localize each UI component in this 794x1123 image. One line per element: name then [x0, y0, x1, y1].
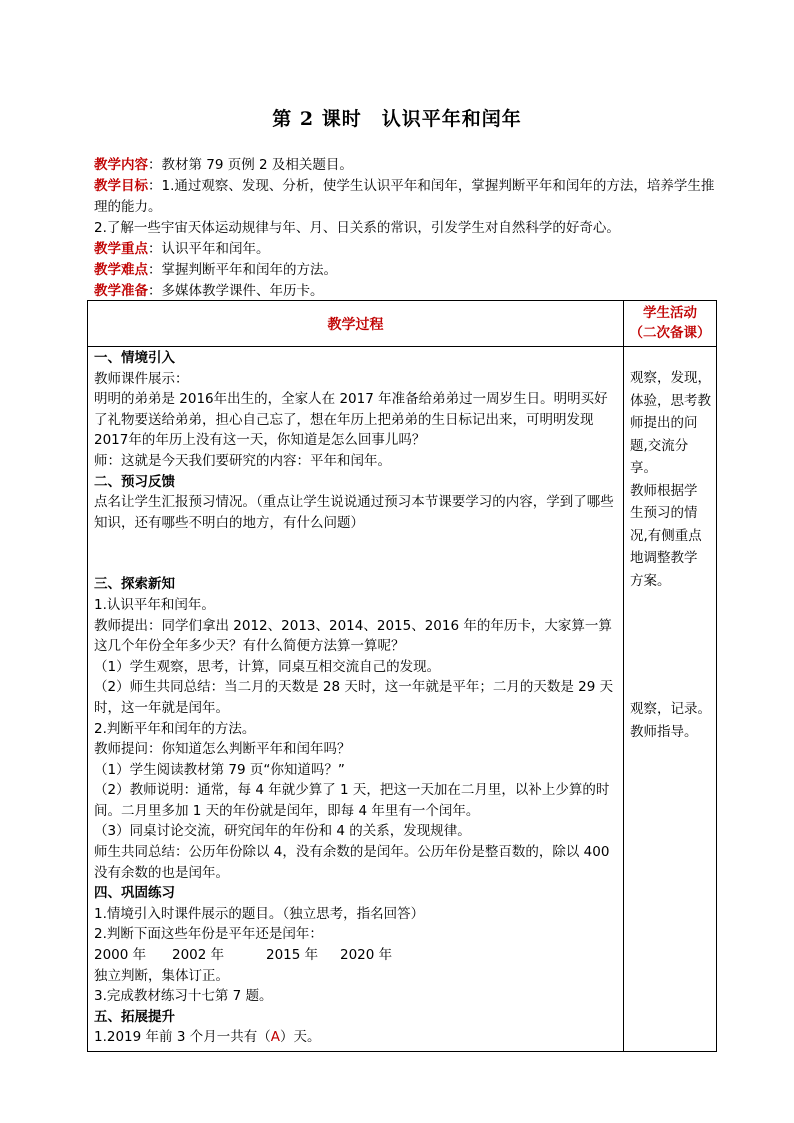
year-item: 2020 年 [340, 947, 393, 964]
meta-prep-label: 教学准备 [94, 283, 148, 299]
header-teaching-process: 教学过程 [327, 316, 384, 333]
process-line: （1）学生阅读教材第 79 页“你知道吗？” [94, 761, 345, 778]
answer-text: A [270, 1029, 280, 1046]
process-paragraph: （2）师生共同总结：当二月的天数是 28 天时，这一年就是平年；二月的天数是 29 天时，这一年就是闰年。 [94, 679, 614, 716]
process-line: 独立判断，集体订正。 [94, 967, 229, 984]
student-line: 生预习的情 [630, 505, 698, 521]
meta-goals-text: ：1.通过观察、发现、分析，使学生认识平年和闰年，掌握判断平年和闰年的方法，培养学生推理的能力。 [94, 178, 715, 215]
page-title: 第 2 课时 认识平年和闰年 [272, 108, 522, 130]
student-line: 教师指导。 [630, 723, 698, 740]
process-line: 1.认识平年和闰年。 [94, 596, 215, 613]
meta-difficulty-text: ：掌握判断平年和闰年的方法。 [148, 262, 337, 278]
question-text: 1.2019 年前 3 个月一共有（ [94, 1029, 271, 1046]
process-paragraph: 师生共同总结：公历年份除以 4，没有余数的是闰年。公历年份是整百数的，除以 400没有余数的也是闰年。 [94, 844, 610, 881]
year-item: 2002 年 [172, 947, 225, 964]
process-line: 1.情境引入时课件展示的题目。（独立思考，指名回答） [94, 905, 425, 922]
process-line: 3.完成教材练习十七第 7 题。 [94, 988, 273, 1005]
meta-prep [94, 281, 724, 302]
student-line: 教师根据学 [630, 482, 698, 499]
process-line: 师：这就是今天我们要研究的内容：平年和闰年。 [94, 452, 391, 469]
meta-prep-text: ：多媒体教学课件、年历卡。 [148, 283, 324, 299]
header-student-line1: 学生活动 [643, 305, 697, 321]
column-divider [623, 346, 624, 1051]
section-heading: 三、探索新知 [94, 576, 175, 593]
meta-goals-label: 教学目标 [94, 178, 148, 194]
meta-goals [94, 176, 724, 218]
year-item: 2015 年 [266, 947, 319, 964]
student-activity-block-2 [630, 698, 714, 743]
section-heading: 四、巩固练习 [94, 885, 175, 902]
meta-key-label: 教学重点 [94, 241, 148, 257]
teaching-process-cell [94, 348, 620, 1048]
process-line [94, 1027, 620, 1048]
student-line: 体验，思考教 [630, 392, 711, 409]
meta-key-text: ：认识平年和闰年。 [148, 241, 270, 257]
year-list [94, 945, 620, 966]
process-line: 2.判断下面这些年份是平年还是闰年： [94, 926, 323, 943]
process-paragraph: （2）教师说明：通常，每 4 年就少算了 1 天，把这一天加在二月里，以补上少算的时间。二月里多加 1 天的年份就是闰年，即每 4 年里有一个闰年。 [94, 782, 610, 819]
meta-goals-2: 2.了解一些宇宙天体运动规律与年、月、日关系的常识，引发学生对自然科学的好奇心。 [94, 220, 620, 236]
process-paragraph: 教师提出：同学们拿出 2012、2013、2014、2015、2016 年的年历卡，大家算一算这几个年份全年多少天？有什么简便方法算一算呢？ [94, 617, 612, 655]
student-line: 方案。 [630, 572, 671, 589]
meta-content-text: ：教材第 79 页例 2 及相关题目。 [148, 157, 353, 173]
meta-key [94, 239, 724, 260]
student-line: 题,交流分享。 [630, 437, 689, 476]
meta-content-label: 教学内容 [94, 157, 148, 173]
lesson-meta [94, 155, 724, 302]
meta-content [94, 155, 724, 176]
process-line: （1）学生观察，思考，计算，同桌互相交流自己的发现。 [94, 658, 441, 675]
process-paragraph: 明明的弟弟是 2016年出生的，全家人在 2017 年准备给弟弟过一周岁生日。明明买好了礼物要送给弟弟，担心自己忘了，想在年历上把弟弟的生日标记出来，可明明发现 2017年的年历上没有这一天，你知道是怎么回事儿吗？ [94, 391, 608, 449]
header-student-line2: （二次备课） [629, 325, 711, 341]
section-heading: 五、拓展提升 [94, 1008, 175, 1025]
lesson-table [87, 300, 717, 1052]
student-line: 观察，记录。 [630, 701, 711, 717]
year-item: 2000 年 [94, 947, 147, 964]
process-line: 2.判断平年和闰年的方法。 [94, 720, 256, 737]
process-line: 教师课件展示： [94, 370, 189, 387]
meta-difficulty-label: 教学难点 [94, 262, 148, 278]
header-student-activity [623, 301, 716, 346]
process-paragraph: 点名让学生汇报预习情况。（重点让学生说说通过预习本节课要学习的内容，学到了哪些知识，还有哪些不明白的地方，有什么问题） [94, 494, 614, 531]
table-header-row [88, 301, 716, 347]
process-line: 教师提问：你知道怎么判断平年和闰年吗？ [94, 741, 351, 758]
student-activity-block-1 [630, 367, 714, 592]
meta-difficulty [94, 260, 724, 281]
question-text-end: ）天。 [279, 1029, 321, 1046]
student-line: 地调整教学 [630, 550, 698, 566]
student-line: 况,有侧重点 [630, 527, 702, 544]
section-heading: 二、预习反馈 [94, 473, 175, 490]
process-line: （3）同桌讨论交流，研究闰年的年份和 4 的关系，发现规律。 [94, 823, 471, 840]
student-line: 观察，发现， [630, 370, 711, 386]
student-line: 师提出的问 [630, 415, 698, 431]
section-heading: 一、情境引入 [94, 350, 175, 366]
spacer [94, 533, 620, 574]
